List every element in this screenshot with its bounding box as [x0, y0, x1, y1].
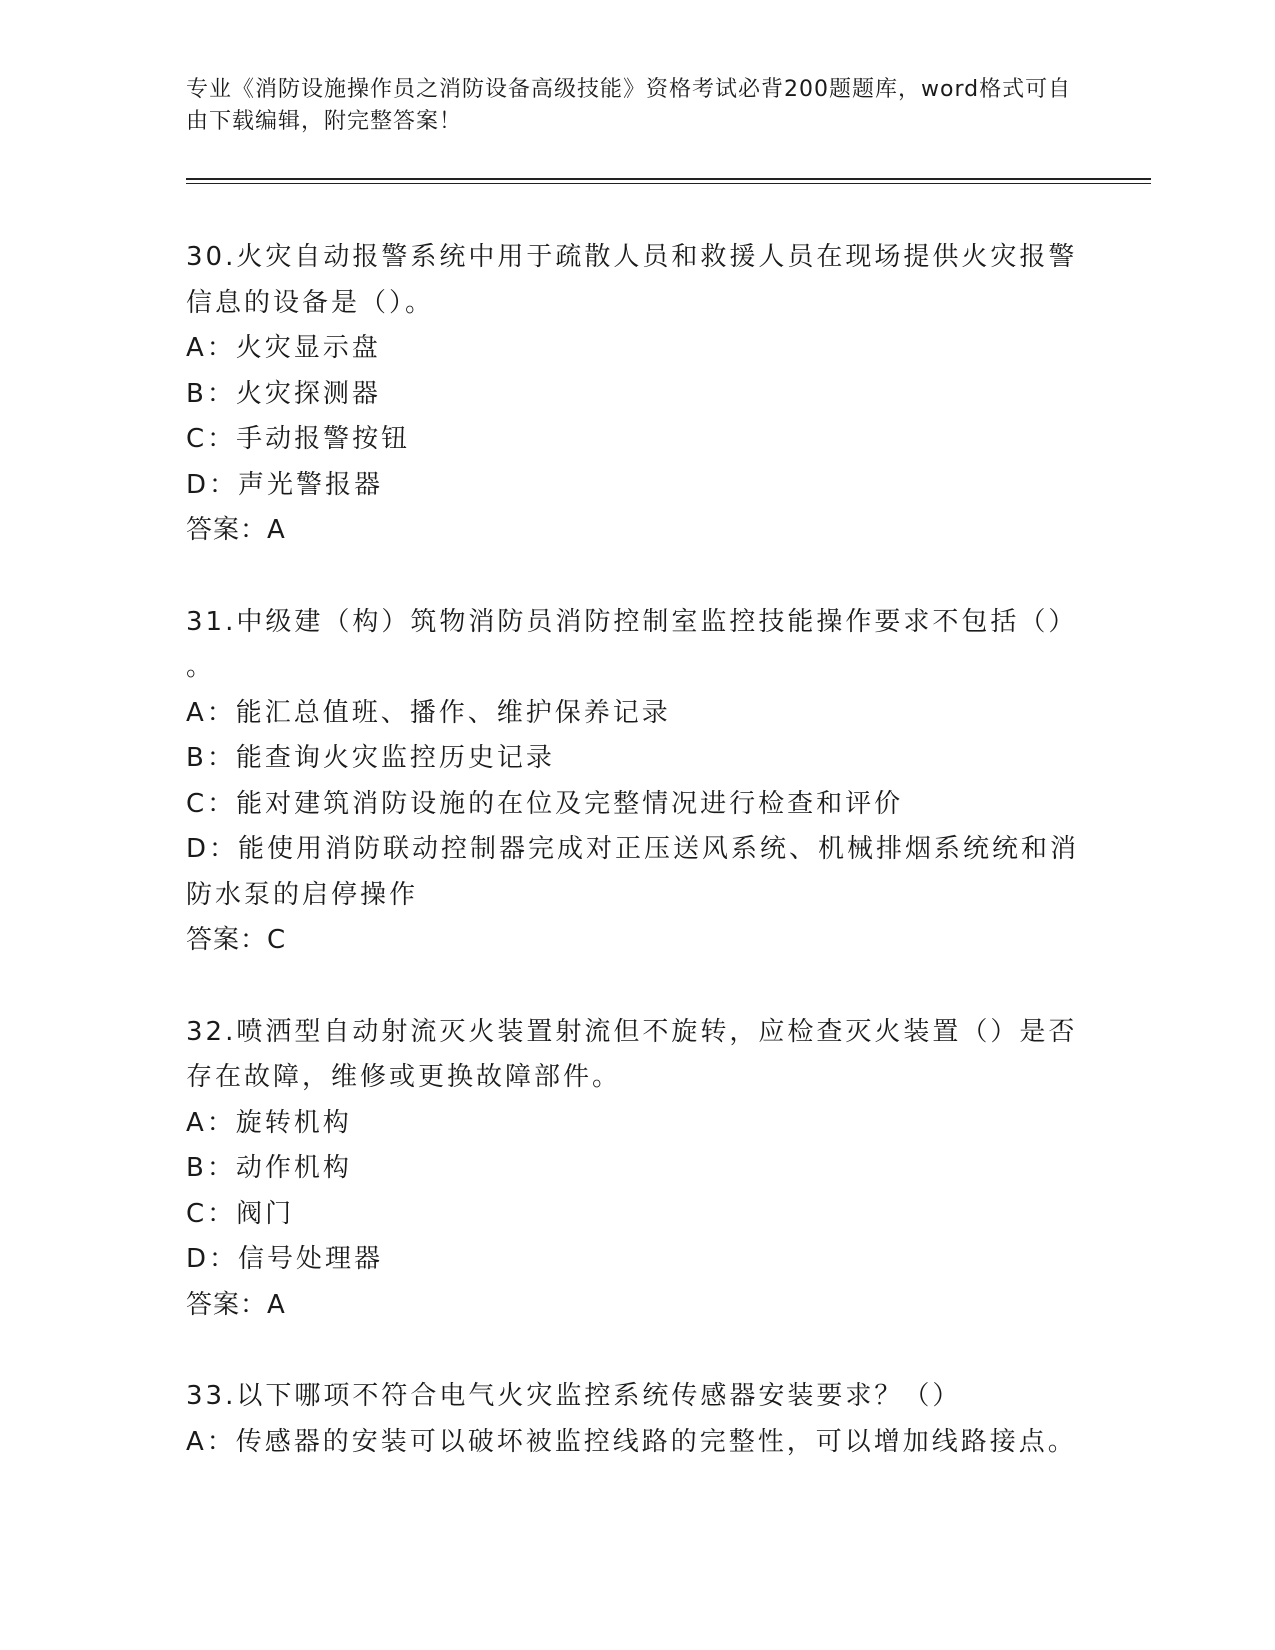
question-33	[186, 1374, 1086, 1465]
answer-label: 答案：A	[186, 1289, 286, 1320]
option-d: D：能使用消防联动控制器完成对正压送风系统、机械排烟系统统和消	[186, 834, 1080, 864]
option-a: A：火灾显示盘	[186, 333, 381, 363]
question-stem-line: 。	[186, 652, 216, 682]
header-intro-text: 专业《消防设施操作员之消防设备高级技能》资格考试必背200题题库，word格式可自由下载编辑，附完整答案！	[186, 77, 1072, 134]
question-32	[186, 1010, 1086, 1329]
option-b: B：能查询火灾监控历史记录	[186, 743, 555, 773]
answer-label: 答案：C	[186, 925, 287, 955]
option-b: B：火灾探测器	[186, 378, 381, 409]
header-divider-thin	[186, 183, 1151, 184]
question-30	[186, 235, 1086, 554]
option-c: C：能对建筑消防设施的在位及完整情况进行检查和评价	[186, 788, 904, 819]
document-header	[186, 74, 1086, 138]
option-b: B：动作机构	[186, 1153, 352, 1183]
question-stem-line: 信息的设备是（）。	[186, 287, 435, 318]
answer-label: 答案：A	[186, 515, 286, 545]
question-stem-line: 30.火灾自动报警系统中用于疏散人员和救援人员在现场提供火灾报警	[186, 242, 1078, 272]
question-stem-line: 32.喷洒型自动射流灭火装置射流但不旋转，应检查灭火装置（）是否	[186, 1016, 1078, 1047]
option-d: D：信号处理器	[186, 1244, 384, 1274]
question-list	[186, 235, 1086, 1511]
option-a: A：能汇总值班、播作、维护保养记录	[186, 697, 671, 728]
option-c: C：手动报警按钮	[186, 424, 411, 454]
option-d: D：声光警报器	[186, 469, 384, 500]
question-stem-line: 33.以下哪项不符合电气火灾监控系统传感器安装要求？（）	[186, 1381, 962, 1411]
option-a: A：旋转机构	[186, 1107, 352, 1138]
question-stem-line: 31.中级建（构）筑物消防员消防控制室监控技能操作要求不包括（）	[186, 606, 1078, 637]
option-d-continued: 防水泵的启停操作	[186, 879, 419, 910]
question-31	[186, 600, 1086, 964]
option-c: C：阀门	[186, 1198, 295, 1229]
header-divider-thick	[186, 178, 1151, 180]
question-stem-line: 存在故障，维修或更换故障部件。	[186, 1062, 622, 1092]
option-a: A：传感器的安装可以破坏被监控线路的完整性，可以增加线路接点。	[186, 1426, 1077, 1457]
